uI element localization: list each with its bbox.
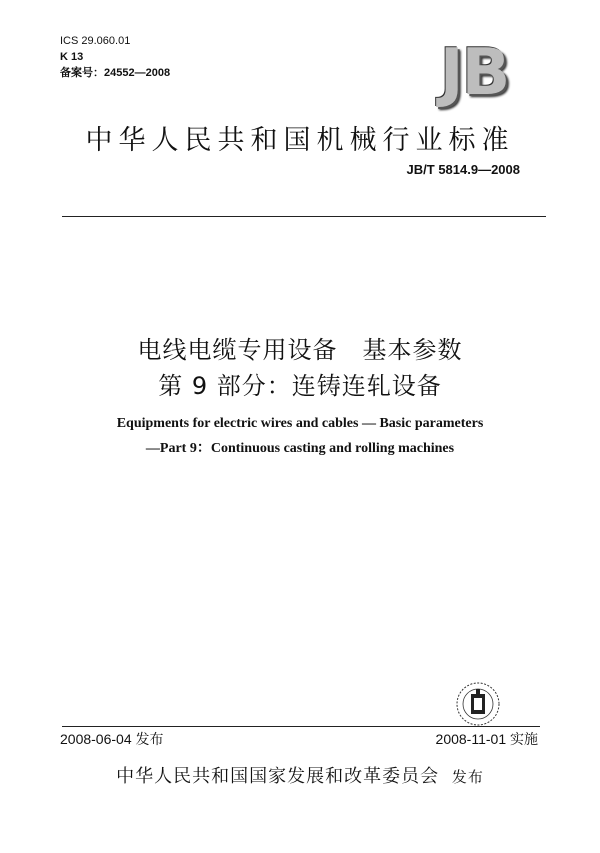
implement-date: 2008-11-01 实施 bbox=[435, 731, 538, 747]
issuer-name: 中华人民共和国国家发展和改革委员会 bbox=[116, 766, 440, 787]
zh-title-line2: 第 9 部分：连铸连轧设备 bbox=[158, 372, 442, 400]
zh-title-line1: 电线电缆专用设备 基本参数 bbox=[137, 336, 463, 364]
bottom-divider bbox=[62, 726, 540, 727]
top-divider bbox=[62, 216, 546, 217]
publisher-seal-icon bbox=[454, 680, 502, 728]
issuer-suffix: 发布 bbox=[451, 768, 484, 786]
standard-number: JB/T 5814.9—2008 bbox=[406, 162, 520, 177]
standard-title: 中华人民共和国机械行业标准 bbox=[85, 125, 515, 156]
publish-date: 2008-06-04 发布 bbox=[60, 731, 164, 747]
issuing-authority bbox=[40, 762, 560, 788]
classification-code: K 13 bbox=[60, 51, 84, 63]
record-number: 备案号：24552—2008 bbox=[60, 67, 171, 79]
en-title-line1: Equipments for electric wires and cables — Basic parameters bbox=[116, 416, 484, 431]
ics-code: ICS 29.060.01 bbox=[60, 35, 131, 47]
jb-logo: JB bbox=[439, 36, 509, 110]
en-title-line2: —Part 9：Continuous casting and rolling machines bbox=[145, 441, 455, 456]
